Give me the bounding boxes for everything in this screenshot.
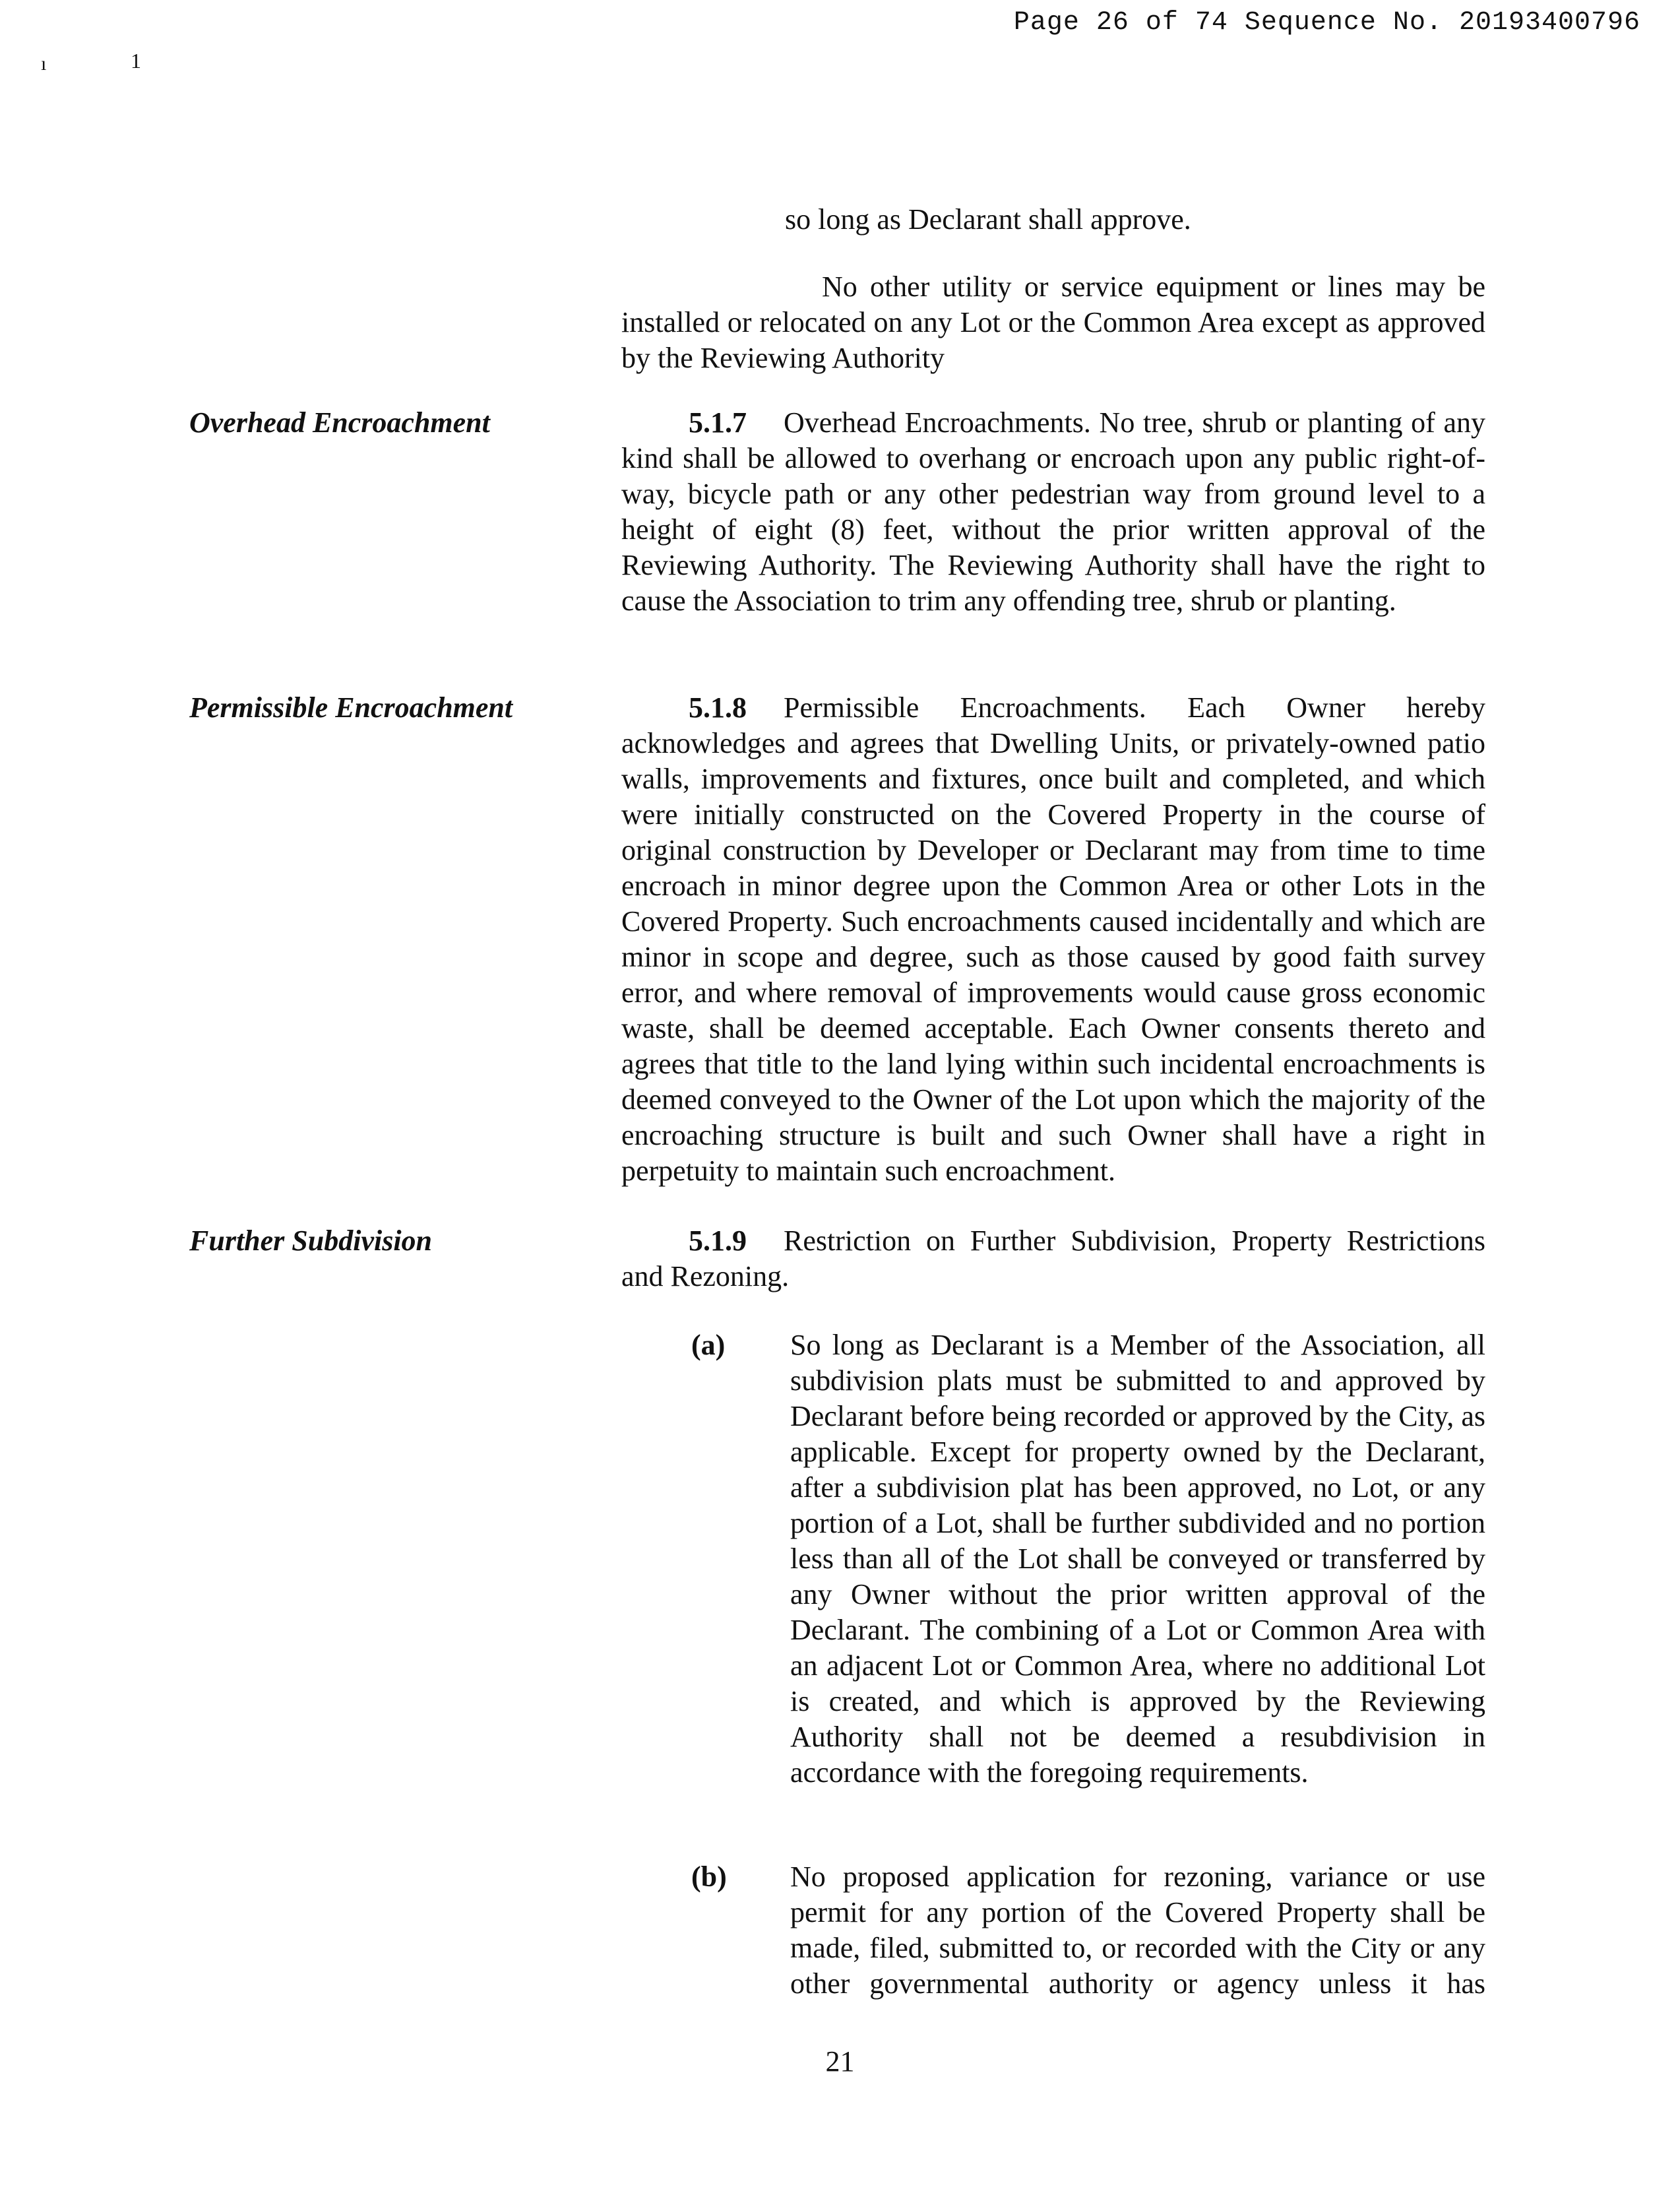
section-5-1-8 [621,690,1485,1189]
margin-mark-right: 1 [131,49,141,73]
margin-mark-left: ı [41,53,47,75]
item-text-a: So long as Declarant is a Member of the Association, all subdivision plats must be submitted to and approved by Declarant before being recorded or approved by the City, as applicable. Except for property owned by the Declarant, after a subdivision plat has been approved, no Lot, or any portion of a Lot, shall be further subdivided and no portion less than all of the Lot shall be conveyed or transferred by any Owner without the prior written approval of the Declarant. The combining of a Lot or Common Area with an adjacent Lot or Common Area, where no additional Lot is created, and which is approved by the Reviewing Authority shall not be deemed a resubdivision in accordance with the foregoing requirements. [790,1329,1485,1789]
section-number: 5.1.7 [689,406,747,439]
section-number: 5.1.9 [689,1225,747,1257]
recording-stamp: Page 26 of 74 Sequence No. 20193400796 [1013,8,1640,38]
item-label-b: (b) [691,1861,727,1893]
section-5-1-9 [621,1223,1485,1294]
item-label-a: (a) [691,1329,726,1361]
margin-heading-subdivision: Further Subdivision [189,1225,433,1257]
section-5-1-7 [621,405,1485,619]
margin-heading-overhead: Overhead Encroachment [189,406,490,439]
section-text: Permissible Encroachments. Each Owner hereby acknowledges and agrees that Dwelling Units, or privately-owned patio walls, improvements and fixtures, once built and completed, and which were initially constructed on the Covered Property in the course of original construction by Developer or Declarant may from time to time encroach in minor degree upon the Common Area or other Lots in the Covered Property. Such encroachments caused incidentally and which are minor in scope and degree, such as those caused by good faith survey error, and where removal of improvements would cause gross economic waste, shall be deemed acceptable. Each Owner consents thereto and agrees that title to the land lying within such incidental encroachments is deemed conveyed to the Owner of the Lot upon which the majority of the encroaching structure is built and such Owner shall have a right in perpetuity to maintain such encroachment. [621,691,1485,1187]
continuation-line: so long as Declarant shall approve. [785,203,1191,236]
margin-heading-permissible: Permissible Encroachment [189,691,513,724]
item-text-b: No proposed application for rezoning, variance or use permit for any portion of the Covered Property shall be made, filed, submitted to, or recorded with the City or any other governmental authority or agency unless it has [790,1861,1485,2000]
section-text: Overhead Encroachments. No tree, shrub or planting of any kind shall be allowed to overhang or encroach upon any public right-of-way, bicycle path or any other pedestrian way from ground level to a height of eight (8) feet, without the prior written approval of the Reviewing Authority. The Reviewing Authority shall have the right to cause the Association to trim any offending tree, shrub or planting. [621,406,1485,617]
utility-paragraph: No other utility or service equipment or lines may be installed or relocated on any Lot or the Common Area except as approved by the Reviewing Authority [621,270,1485,374]
section-text: Restriction on Further Subdivision, Property Restrictions and Rezoning. [621,1225,1485,1292]
section-number: 5.1.8 [689,691,747,724]
page-number: 21 [825,2045,855,2078]
